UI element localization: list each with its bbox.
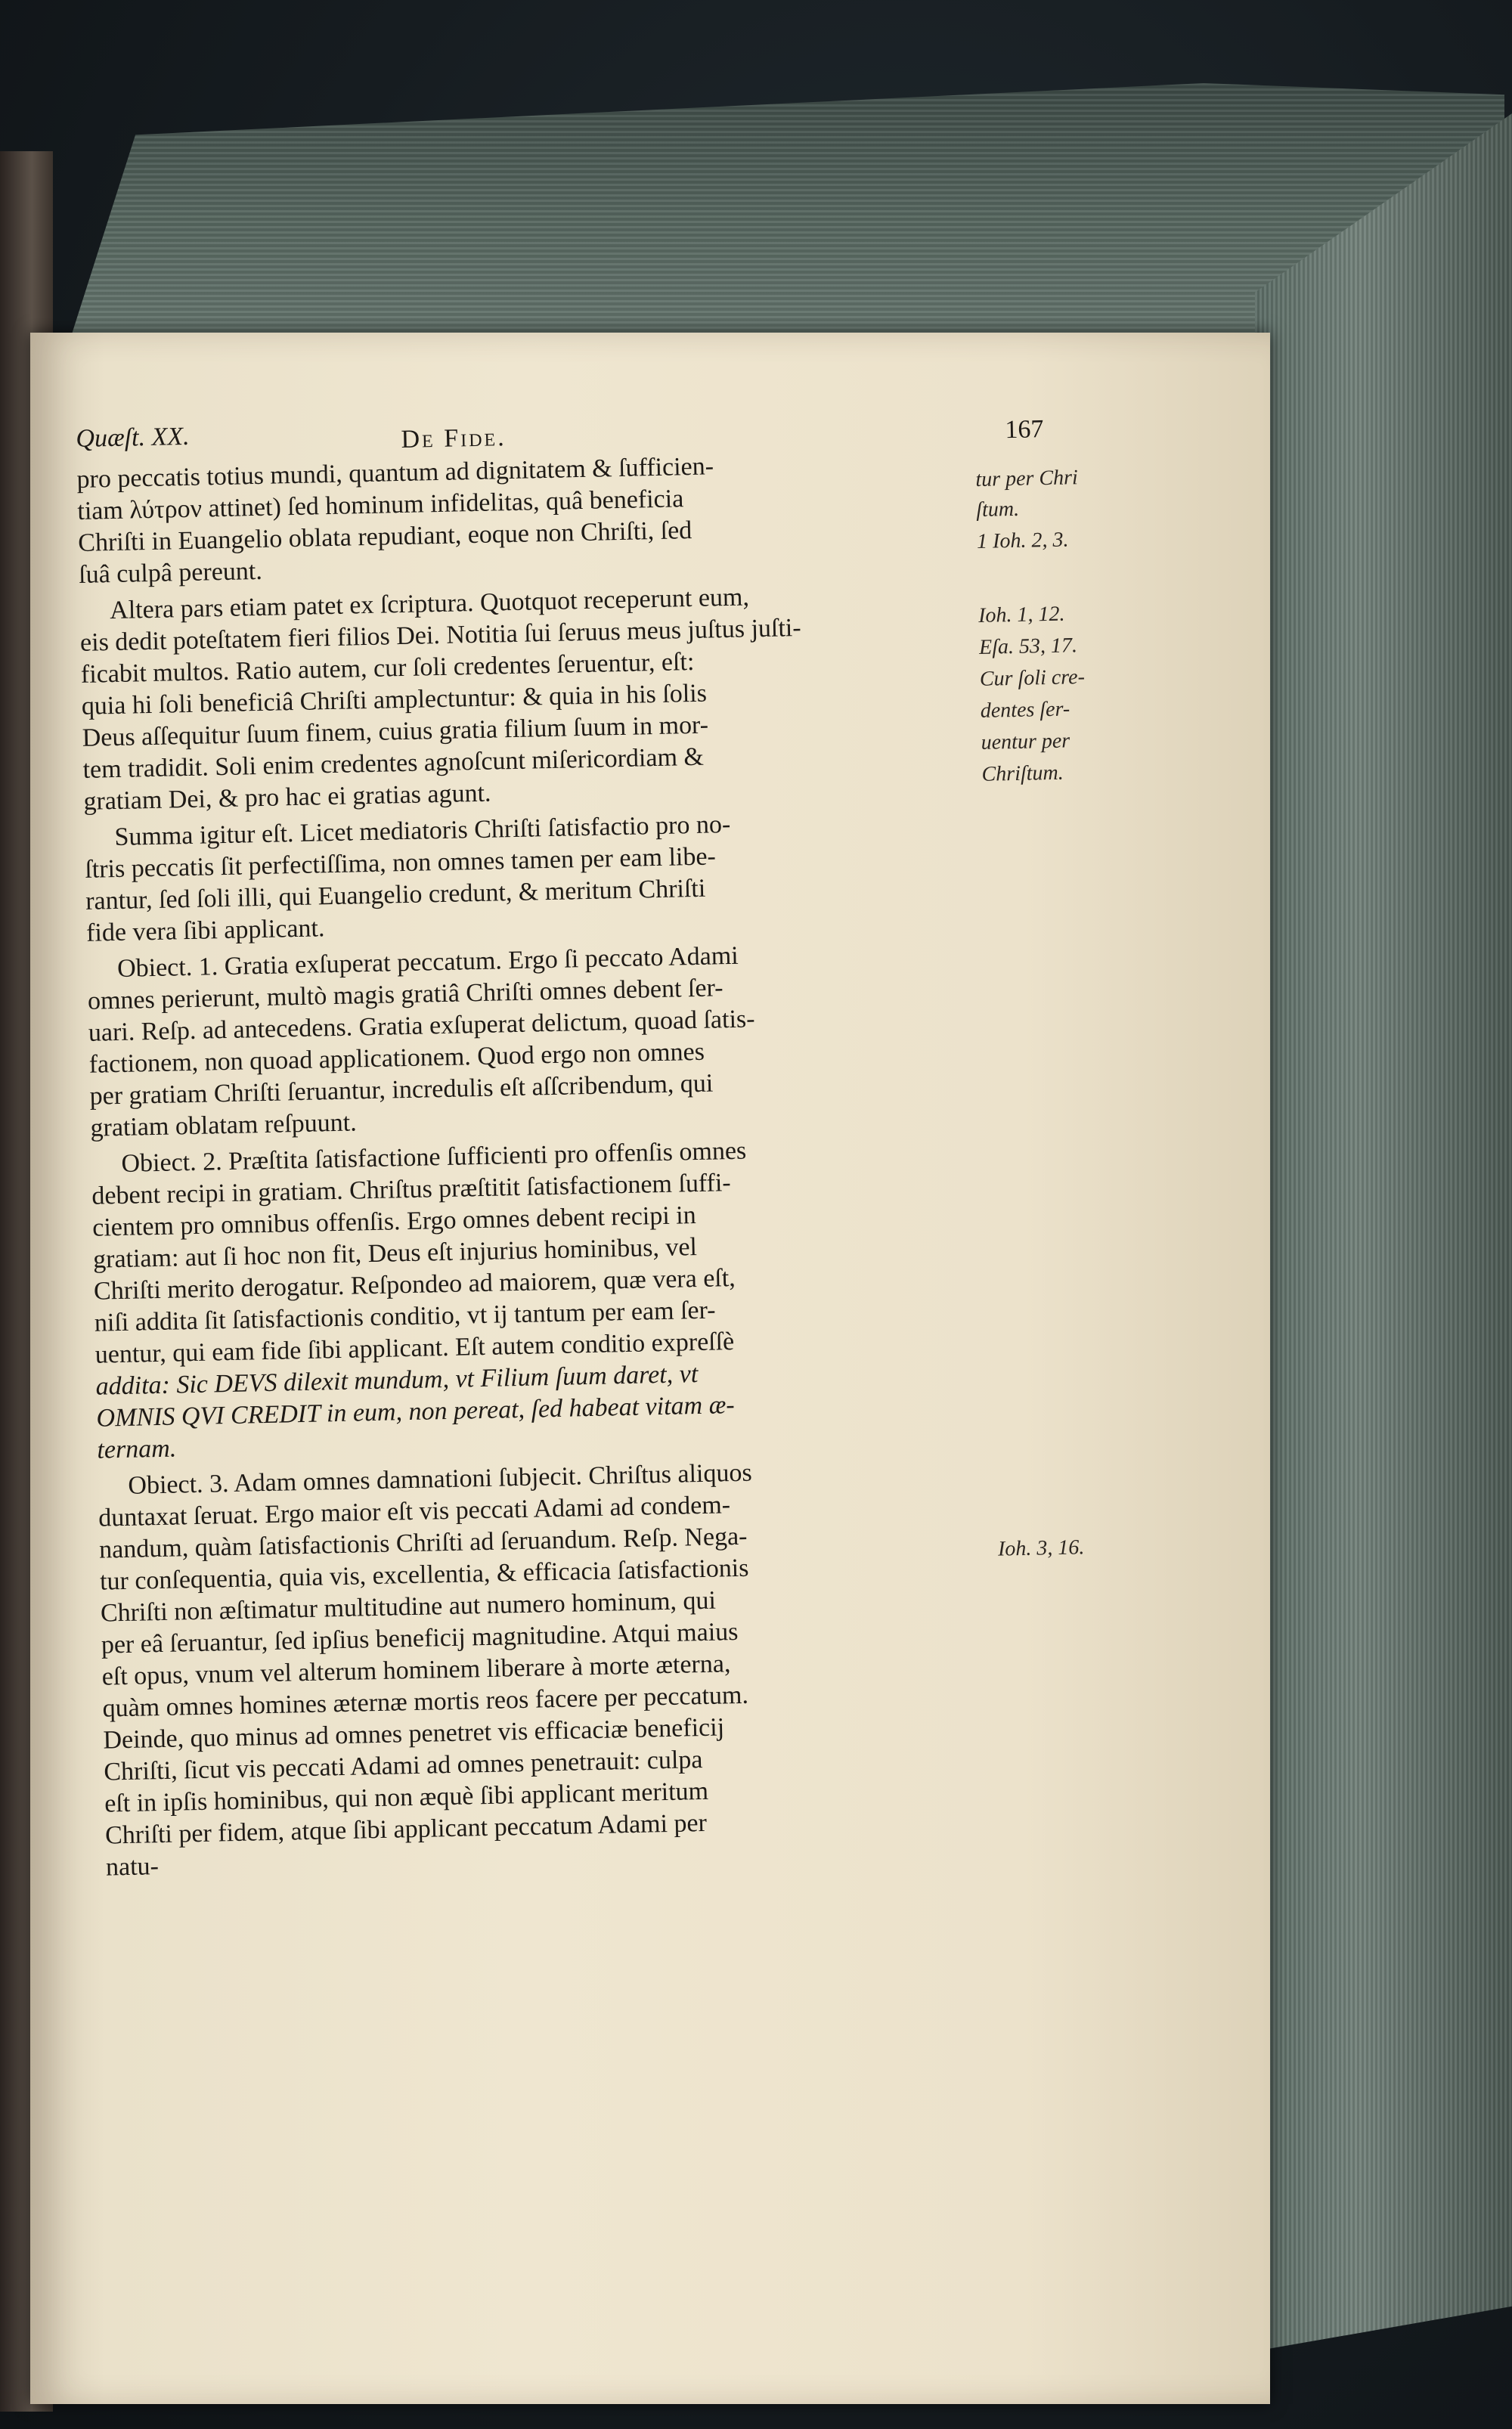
- text-line: cientem pro omnibus offenſis. Ergo omnes debent recipi in: [91, 1201, 697, 1242]
- text-line: rantur, ſed ſoli illi, qui Euangelio credunt, & meritum Chriſti: [85, 874, 706, 916]
- text-line: ternam.: [97, 1434, 177, 1464]
- text-line: fide vera ſibi applicant.: [85, 914, 325, 947]
- text-line: Chriſti non æſtimatur multitudine aut numero hominum, qui: [100, 1586, 717, 1628]
- margin-note: Ioh. 1, 12.: [978, 602, 1065, 627]
- text-line: pro peccatis totius mundi, quantum ad dignitatem & ſufficien-: [76, 452, 714, 494]
- paragraph-obiect-3: [98, 1452, 1028, 1883]
- text-line: Altera pars etiam patet ex ſcriptura. Quotquot receperunt eum,: [109, 583, 750, 625]
- page-number: 167: [1005, 415, 1044, 445]
- margin-note: uentur per: [981, 729, 1070, 754]
- paragraph-obiect-1: [87, 934, 1013, 1144]
- margin-note: Ioh. 3, 16.: [997, 1535, 1085, 1561]
- text-line: Deus aſſequitur ſuum finem, cuius gratia filium ſuum in mor-: [82, 711, 709, 752]
- text-line: eis dedit poteſtatem fieri filios Dei. Notitia ſui ſeruus meus juſtus juſti-: [79, 613, 801, 657]
- text-line: ſuâ culpâ pereunt.: [78, 556, 263, 589]
- text-line: Chriſti, ſicut vis peccati Adami ad omnes penetrauit: culpa: [103, 1746, 703, 1786]
- margin-note: tur per Chri: [975, 466, 1079, 491]
- paragraph-altera: [79, 576, 1006, 817]
- text-line: quàm omnes homines æternæ mortis reos facere per peccatum.: [102, 1681, 749, 1723]
- text-line: Obiect. 2. Præſtita ſatisfactione ſufficienti pro offenſis omnes: [121, 1136, 747, 1178]
- text-line: addita: Sic DEVS dilexit mundum, vt Filium ſuum daret, vt: [95, 1360, 699, 1401]
- text-line: eſt opus, vnum vel alterum hominem liberare à morte æterna,: [101, 1650, 731, 1691]
- text-line: per gratiam Chriſti ſeruantur, incredulis eſt aſſcribendum, qui: [89, 1069, 714, 1111]
- text-line: per eâ ſeruantur, ſed ipſius beneficij magnitudine. Atqui maius: [101, 1618, 739, 1659]
- text-line: ficabit multos. Ratio autem, cur ſoli credentes ſeruentur, eſt:: [80, 647, 695, 689]
- margin-note: Eſa. 53, 17.: [978, 634, 1078, 659]
- text-line: Obiect. 1. Gratia exſuperat peccatum. Ergo ſi peccato Adami: [116, 941, 739, 983]
- page-edges-right-texture: [1255, 113, 1512, 2351]
- margin-note: dentes ſer-: [980, 697, 1070, 723]
- text-line: Chriſti per fidem, atque ſibi applicant peccatum Adami per: [104, 1808, 708, 1850]
- text-line: Obiect. 3. Adam omnes damnationi ſubjecit. Chriſtus aliquos: [128, 1458, 752, 1500]
- text-line: omnes perierunt, multò magis gratiâ Chriſti omnes debent ſer-: [87, 974, 723, 1015]
- text-line: niſi addita ſit ſatisfactionis conditio, vt ij tantum per eam ſer-: [94, 1296, 716, 1337]
- text-line: gratiam oblatam reſpuunt.: [90, 1108, 358, 1142]
- text-line: factionem, non quoad applicationem. Quod ergo non omnes: [88, 1037, 705, 1079]
- text-line: debent recipi in gratiam. Chriſtus præſtitit ſatisfactionem ſuffi-: [91, 1169, 732, 1210]
- text-line: tem tradidit. Soli enim credentes agnoſcunt miſericordiam &: [82, 742, 705, 784]
- text-line: uari. Reſp. ad antecedens. Gratia exſuperat delictum, quoad ſatis-: [88, 1005, 755, 1047]
- section-label: Quæſt. XX.: [76, 422, 190, 453]
- text-line: natu-: [105, 1852, 160, 1882]
- margin-note: 1 Ioh. 2, 3.: [976, 528, 1069, 553]
- text-line: nandum, quàm ſatisfactionis Chriſti ad ſeruandum. Reſp. Nega-: [98, 1522, 748, 1564]
- paragraph-summa: [84, 803, 1009, 950]
- text-line: Chriſti in Euangelio oblata repudiant, eoque non Chriſti, ſed: [77, 516, 692, 557]
- text-line: tur conſequentia, quia vis, excellentia, & efficacia ſatisfactionis: [99, 1554, 749, 1596]
- paragraph-obiect-2: [91, 1129, 1020, 1466]
- text-line: quia hi ſoli beneficiâ Chriſti amplectuntur: & quia in his ſolis: [81, 679, 708, 720]
- margin-note: Chriſtum.: [981, 761, 1064, 786]
- text-line: gratiam Dei, & pro hac ei gratias agunt.: [83, 779, 491, 816]
- text-line: OMNIS QVI CREDIT in eum, non pereat, ſed habeat vitam æ-: [96, 1391, 735, 1433]
- text-line: eſt in ipſis hominibus, qui non æquè ſibi applicant meritum: [104, 1777, 709, 1818]
- text-line: tiam λύτρον attinet) ſed hominum infidelitas, quâ beneficia: [77, 485, 684, 525]
- margin-note: ſtum.: [975, 497, 1020, 522]
- text-line: gratiam: aut ſi hoc non fit, Deus eſt injurius hominibus, vel: [92, 1233, 698, 1274]
- text-line: Deinde, quo minus ad omnes penetret vis efficaciæ beneficij: [103, 1713, 725, 1755]
- margin-note: Cur ſoli cre-: [979, 665, 1086, 691]
- text-line: ſtris peccatis ſit perfectiſſima, non omnes tamen per eam libe-: [84, 842, 717, 884]
- text-line: Summa igitur eſt. Licet mediatoris Chriſti ſatisfactio pro no-: [114, 810, 731, 852]
- text-line: duntaxat ſeruat. Ergo maior eſt vis peccati Adami ad condem-: [98, 1491, 731, 1532]
- page-title: De Fide.: [401, 423, 507, 454]
- text-line: Chriſti merito derogatur. Reſpondeo ad maiorem, quæ vera eſt,: [93, 1263, 736, 1306]
- text-line: uentur, qui eam fide ſibi applicant. Eſt autem conditio expreſſè: [94, 1328, 735, 1369]
- paragraph-intro: [76, 445, 1001, 591]
